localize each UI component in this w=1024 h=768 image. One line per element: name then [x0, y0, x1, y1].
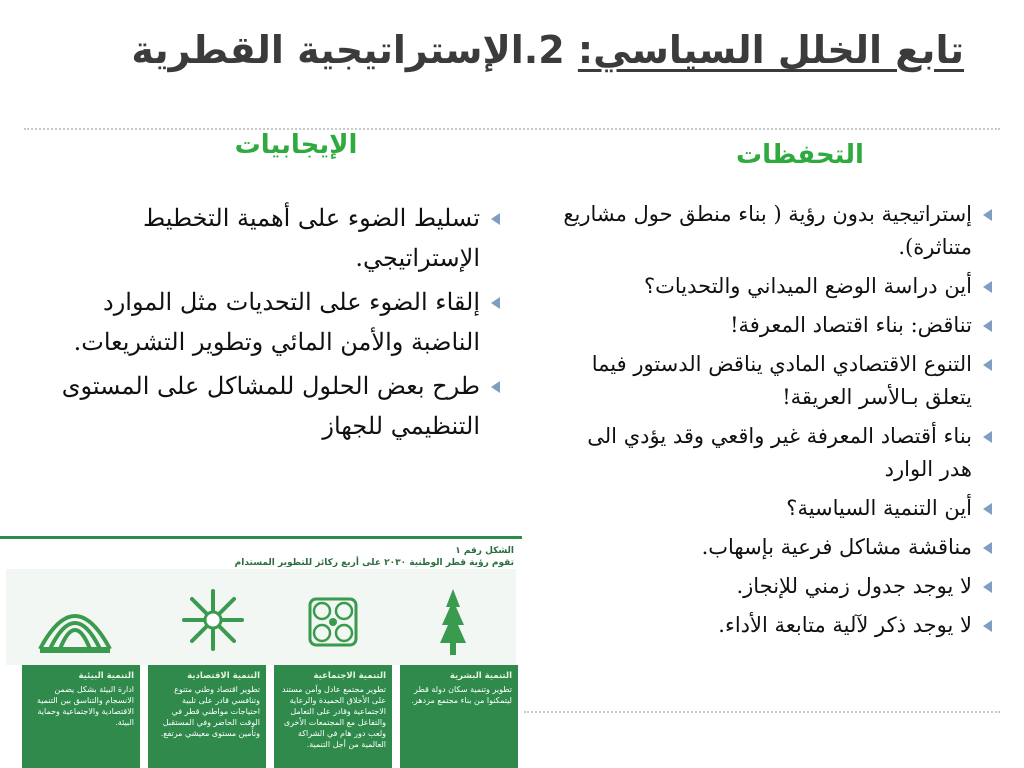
list-item: أين دراسة الوضع الميداني والتحديات؟ [554, 270, 994, 303]
pillar-card-human: التنمية البشرية تطوير وتنمية سكان دولة قطر ليتمكنوا من بناء مجتمع مزدهر. [400, 665, 518, 768]
list-item: أين التنمية السياسية؟ [554, 492, 994, 525]
sunburst-icon [168, 583, 258, 659]
bullet-arrow-icon [983, 620, 992, 632]
bullet-arrow-icon [491, 381, 500, 393]
bullet-arrow-icon [491, 297, 500, 309]
bullet-arrow-icon [983, 503, 992, 515]
qatar-vision-figure [0, 536, 522, 768]
list-item: لا يوجد جدول زمني للإنجاز. [554, 570, 994, 603]
title-divider [24, 128, 1000, 130]
bottom-divider [524, 711, 1000, 713]
list-item: بناء أقتصاد المعرفة غير واقعي وقد يؤدي الى هدر الوارد [554, 420, 994, 486]
positives-heading: الإيجابيات [234, 130, 358, 160]
list-item: التنوع الاقتصادي المادي يناقض الدستور فيما يتعلق بـالأسر العريقة! [554, 348, 994, 414]
list-item: تناقض: بناء اقتصاد المعرفة! [554, 309, 994, 342]
ornament-icon [288, 583, 378, 659]
list-item: تسليط الضوء على أهمية التخطيط الإستراتيجي. [54, 198, 502, 278]
bullet-arrow-icon [983, 281, 992, 293]
list-item: لا يوجد ذكر لآلية متابعة الأداء. [554, 609, 994, 642]
bullet-arrow-icon [983, 581, 992, 593]
slide-title [64, 28, 964, 72]
pillar-card-economic: التنمية الاقتصادية تطوير اقتصاد وطني متنوع وتنافسي قادر على تلبية احتياجات مواطني قطر في الوقت الحاضر وفي المستقبل وتأمين مستوى معيشي مرتفع. [148, 665, 266, 768]
list-item: مناقشة مشاكل فرعية بإسهاب. [554, 531, 994, 564]
reservations-list [554, 198, 994, 648]
bullet-arrow-icon [983, 431, 992, 443]
positives-list [54, 198, 502, 450]
bullet-arrow-icon [983, 359, 992, 371]
list-item: إلقاء الضوء على التحديات مثل الموارد الناضبة والأمن المائي وتطوير التشريعات. [54, 282, 502, 362]
bullet-arrow-icon [491, 213, 500, 225]
pillar-card-social: التنمية الاجتماعية تطوير مجتمع عادل وآمن مستند على الأخلاق الحميدة والرعاية الاجتماعية وقادر على التعامل والتفاعل مع المجتمعات الأخرى ولعب دور هام في الشراكة العالمية من أجل التنمية. [274, 665, 392, 768]
figure-caption: الشكل رقم ١ تقوم رؤية قطر الوطنية ٢٠٣٠ على أربع ركائز للتطوير المستدام [234, 546, 514, 568]
title-underlined: تابع الخلل السياسي: [577, 28, 964, 72]
pillar-card-environment: التنمية البيئية ادارة البيئة بشكل يضمن الانسجام والتناسق بين التنمية الاقتصادية والاجتماعية وحماية البيئة. [22, 665, 140, 768]
bullet-arrow-icon [983, 320, 992, 332]
list-item: طرح بعض الحلول للمشاكل على المستوى التنظيمي للجهاز [54, 366, 502, 446]
list-item: إستراتيجية بدون رؤية ( بناء منطق حول مشاريع متناثرة). [554, 198, 994, 264]
title-rest: 2.الإستراتيجية القطرية [131, 28, 578, 72]
tree-icon [408, 583, 498, 659]
shell-icon [30, 583, 120, 659]
bullet-arrow-icon [983, 542, 992, 554]
reservations-heading: التحفظات [736, 140, 864, 170]
bullet-arrow-icon [983, 209, 992, 221]
